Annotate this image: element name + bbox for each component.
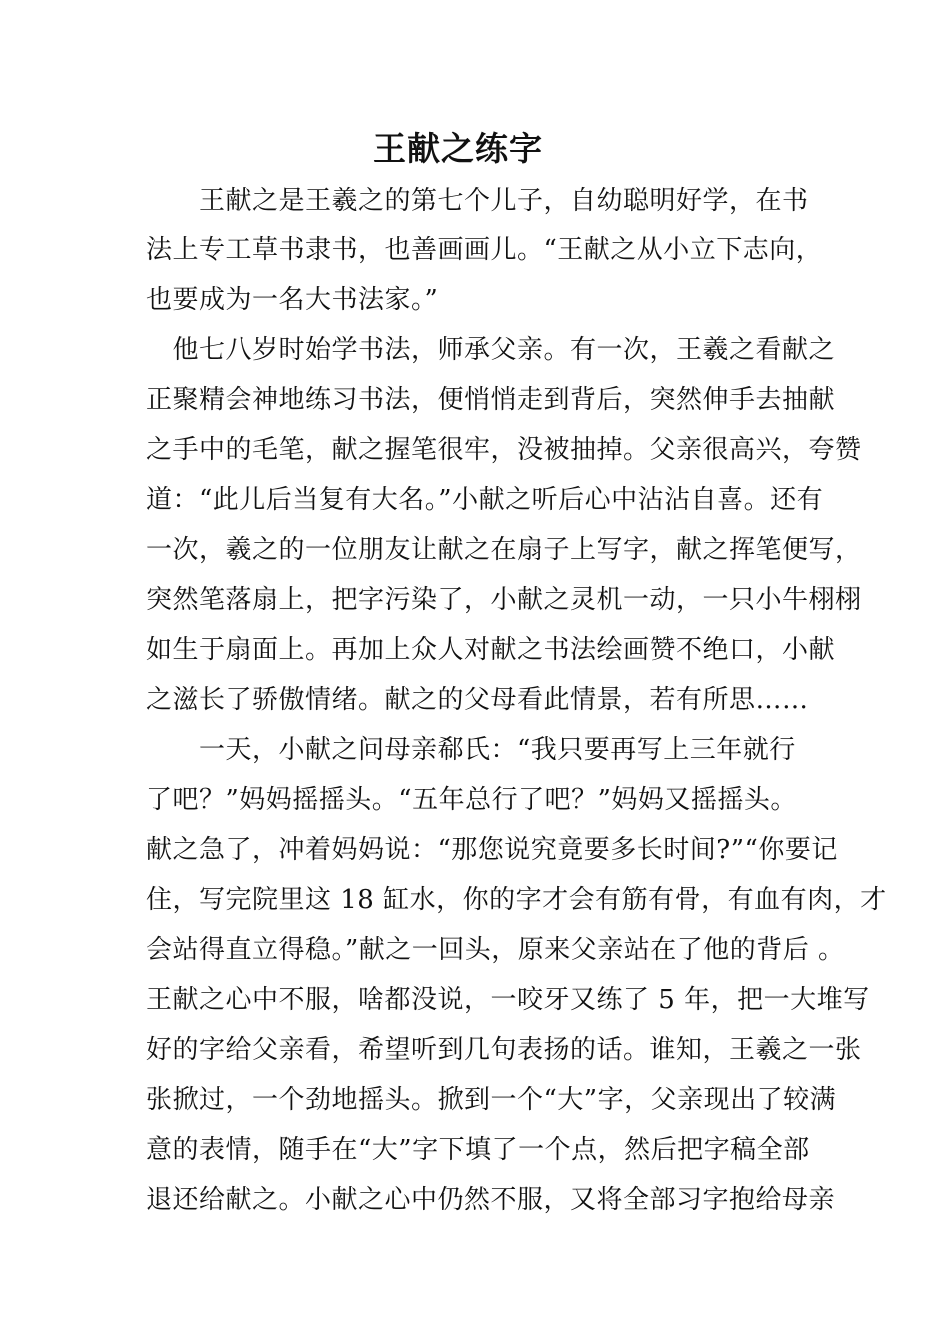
text-line: 之滋长了骄傲情绪。献之的父母看此情景，若有所思…… (146, 685, 809, 715)
document-title: 王献之练字 (373, 129, 543, 168)
text-line: 一天，小献之问母亲郗氏：“我只要再写上三年就行 (146, 735, 796, 765)
text-line: 王献之心中不服，啥都没说，一咬牙又练了 5 年，把一大堆写 (146, 985, 870, 1015)
text-line: 正聚精会神地练习书法，便悄悄走到背后，突然伸手去抽献 (146, 385, 836, 415)
text-line: 献之急了，冲着妈妈说：“那您说究竟要多长时间?”“你要记 (146, 835, 838, 865)
text-line: 一次，羲之的一位朋友让献之在扇子上写字，献之挥笔便写， (146, 535, 862, 565)
text-line: 退还给献之。小献之心中仍然不服，又将全部习字抱给母亲 (146, 1185, 836, 1215)
text-line: 他七八岁时始学书法，师承父亲。有一次，王羲之看献之 (146, 335, 836, 365)
text-line: 突然笔落扇上，把字污染了，小献之灵机一动，一只小牛栩栩 (146, 585, 862, 615)
text-line: 王献之是王羲之的第七个儿子，自幼聪明好学，在书 (146, 186, 809, 216)
text-line: 了吧？”妈妈摇摇头。“五年总行了吧？”妈妈又摇摇头。 (146, 785, 797, 815)
text-line: 住，写完院里这 18 缸水，你的字才会有筋有骨，有血有肉，才 (146, 885, 887, 915)
text-line: 之手中的毛笔，献之握笔很牢，没被抽掉。父亲很高兴，夸赞 (146, 435, 862, 465)
text-line: 如生于扇面上。再加上众人对献之书法绘画赞不绝口，小献 (146, 635, 836, 665)
text-line: 张掀过，一个劲地摇头。掀到一个“大”字，父亲现出了较满 (146, 1085, 837, 1115)
text-line: 好的字给父亲看，希望听到几句表扬的话。谁知，王羲之一张 (146, 1035, 862, 1065)
text-line: 也要成为一名大书法家。” (146, 285, 439, 315)
text-line: 会站得直立得稳。”献之一回头，原来父亲站在了他的背后 。 (146, 935, 845, 965)
text-line: 法上专工草书隶书，也善画画儿。“王献之从小立下志向， (146, 235, 823, 265)
text-line: 道：“此儿后当复有大名。”小献之听后心中沾沾自喜。还有 (146, 485, 824, 515)
text-line: 意的表情，随手在“大”字下填了一个点，然后把字稿全部 (146, 1135, 810, 1165)
